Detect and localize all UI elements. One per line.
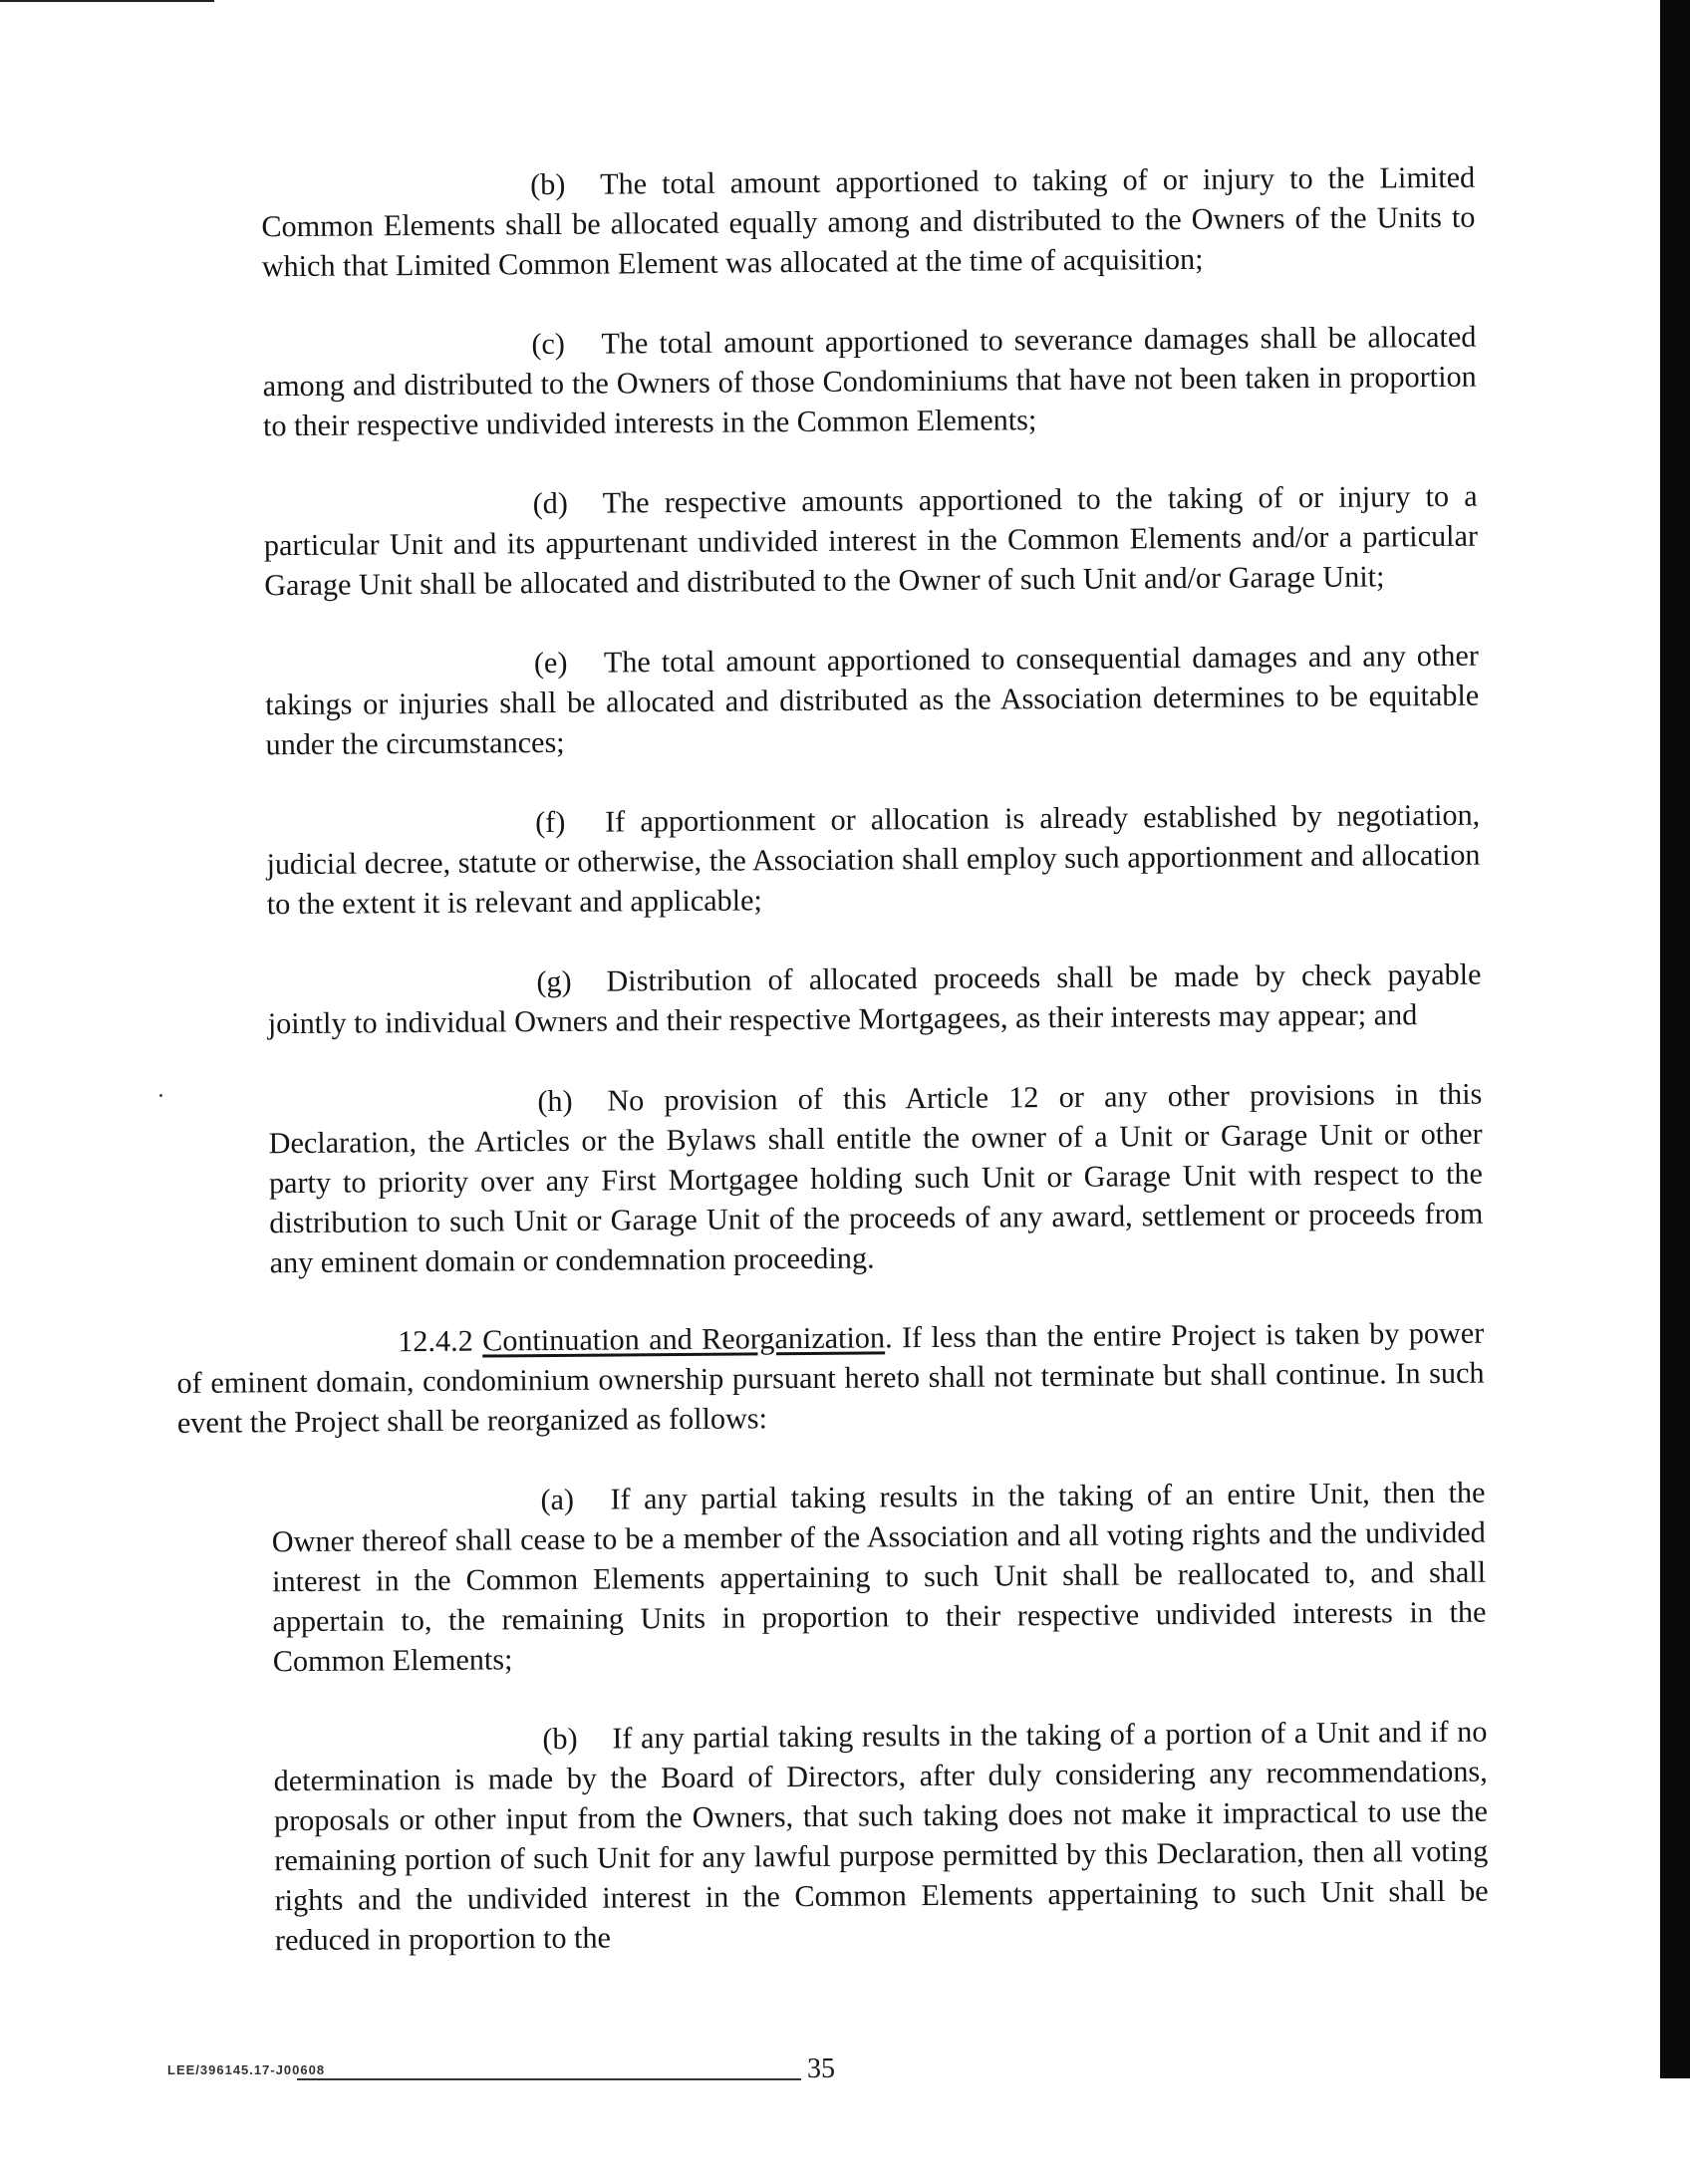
section-heading: Continuation and Reorganization xyxy=(481,1320,886,1358)
page-footer xyxy=(167,2050,801,2090)
footer-rule xyxy=(297,2078,801,2080)
page-number: 35 xyxy=(807,2053,835,2084)
item-text: The total amount apportioned to consequential damages and any other takings or injuries shall be allocated and distributed as the Association determines to be equitable under the circumstances; xyxy=(265,638,1480,762)
paragraph-h xyxy=(268,1074,1484,1283)
item-text: The respective amounts apportioned to the taking of or injury to a particular Unit and its appurtenant undivided interest in the Common Elements and/or a particular Garage Unit shall be allocated and distributed to the Owner of such Unit and/or Garage Unit; xyxy=(263,478,1479,603)
scan-speck xyxy=(159,1094,162,1097)
paragraph-b xyxy=(261,157,1476,287)
scan-edge-right xyxy=(1660,0,1690,2078)
section-12-4-2 xyxy=(176,1313,1485,1443)
paragraph-e xyxy=(265,636,1480,765)
item-tag: (c) xyxy=(531,326,566,362)
scan-edge-top xyxy=(0,0,214,2)
item-text: The total amount apportioned to severance damages shall be allocated among and distributed to the Owners of those Condominiums that have not been taken in proportion to their respective undivided interests in the Common Elements; xyxy=(262,319,1477,443)
section-text: . If less than the entire Project is taken by power of eminent domain, condominium ownership pursuant hereto shall not terminate but shall continue. In such event the Project shall be reorganized as follows: xyxy=(176,1315,1485,1440)
paragraph-d xyxy=(264,476,1479,606)
document-code: LEE/396145.17-J00608 xyxy=(167,2062,326,2077)
item-tag: (g) xyxy=(536,963,572,999)
paragraph-c xyxy=(262,317,1477,446)
item-tag: (f) xyxy=(535,804,566,840)
document-page xyxy=(167,157,1489,2001)
item-text: The total amount apportioned to taking of or injury to the Limited Common Elements shall be allocated equally among and distributed to the Owners of the Units to which that Limited Common Element was allocated at the time of acquisition; xyxy=(261,159,1476,284)
item-tag: (h) xyxy=(537,1083,573,1119)
item-text: If any partial taking results in the taking of an entire Unit, then the Owner thereof shall cease to be a member of the Association and all voting rights and the undivided interest in the Common Elements appertaining to such Unit shall be reallocated to, and shall appertain to, the remaining Units in proportion to their respective undivided interests in the Common Elements; xyxy=(271,1475,1487,1679)
section-item-b xyxy=(273,1712,1489,1961)
item-tag: (d) xyxy=(532,485,568,521)
section-number: 12.4.2 xyxy=(398,1323,473,1359)
item-text: No provision of this Article 12 or any other provisions in this Declaration, the Articles or the Bylaws shall entitle the owner of a Unit or Garage Unit or other party to priority over any First Mortgagee holding such Unit or Garage Unit with respect to the distribution to such Unit or Garage Unit of the proceeds of any award, settlement or proceeds from any eminent domain or condemnation proceeding. xyxy=(268,1076,1484,1280)
item-text: If any partial taking results in the taking of a portion of a Unit and if no determination is made by the Board of Directors, after duly considering any recommendations, proposals or other input from the Owners, that such taking does not make it impractical to use the remaining portion of such Unit for any lawful purpose permitted by this Declaration, then all voting rights and the undivided interest in the Common Elements appertaining to such Unit shall be reduced in proportion to the xyxy=(273,1714,1489,1958)
item-tag: (e) xyxy=(533,645,568,681)
paragraph-f xyxy=(266,795,1481,925)
paragraph-g xyxy=(267,955,1482,1044)
section-item-a xyxy=(271,1473,1487,1682)
item-text: If apportionment or allocation is already established by negotiation, judicial decree, statute or otherwise, the Association shall employ such apportionment and allocation to the extent it is relevant and applicable; xyxy=(266,797,1481,922)
item-tag: (b) xyxy=(530,166,566,202)
item-tag: (a) xyxy=(540,1482,575,1517)
item-tag: (b) xyxy=(542,1721,578,1757)
item-text: Distribution of allocated proceeds shall be made by check payable jointly to individual Owners and their respective Mortgagees, as their interests may appear; and xyxy=(267,956,1482,1041)
